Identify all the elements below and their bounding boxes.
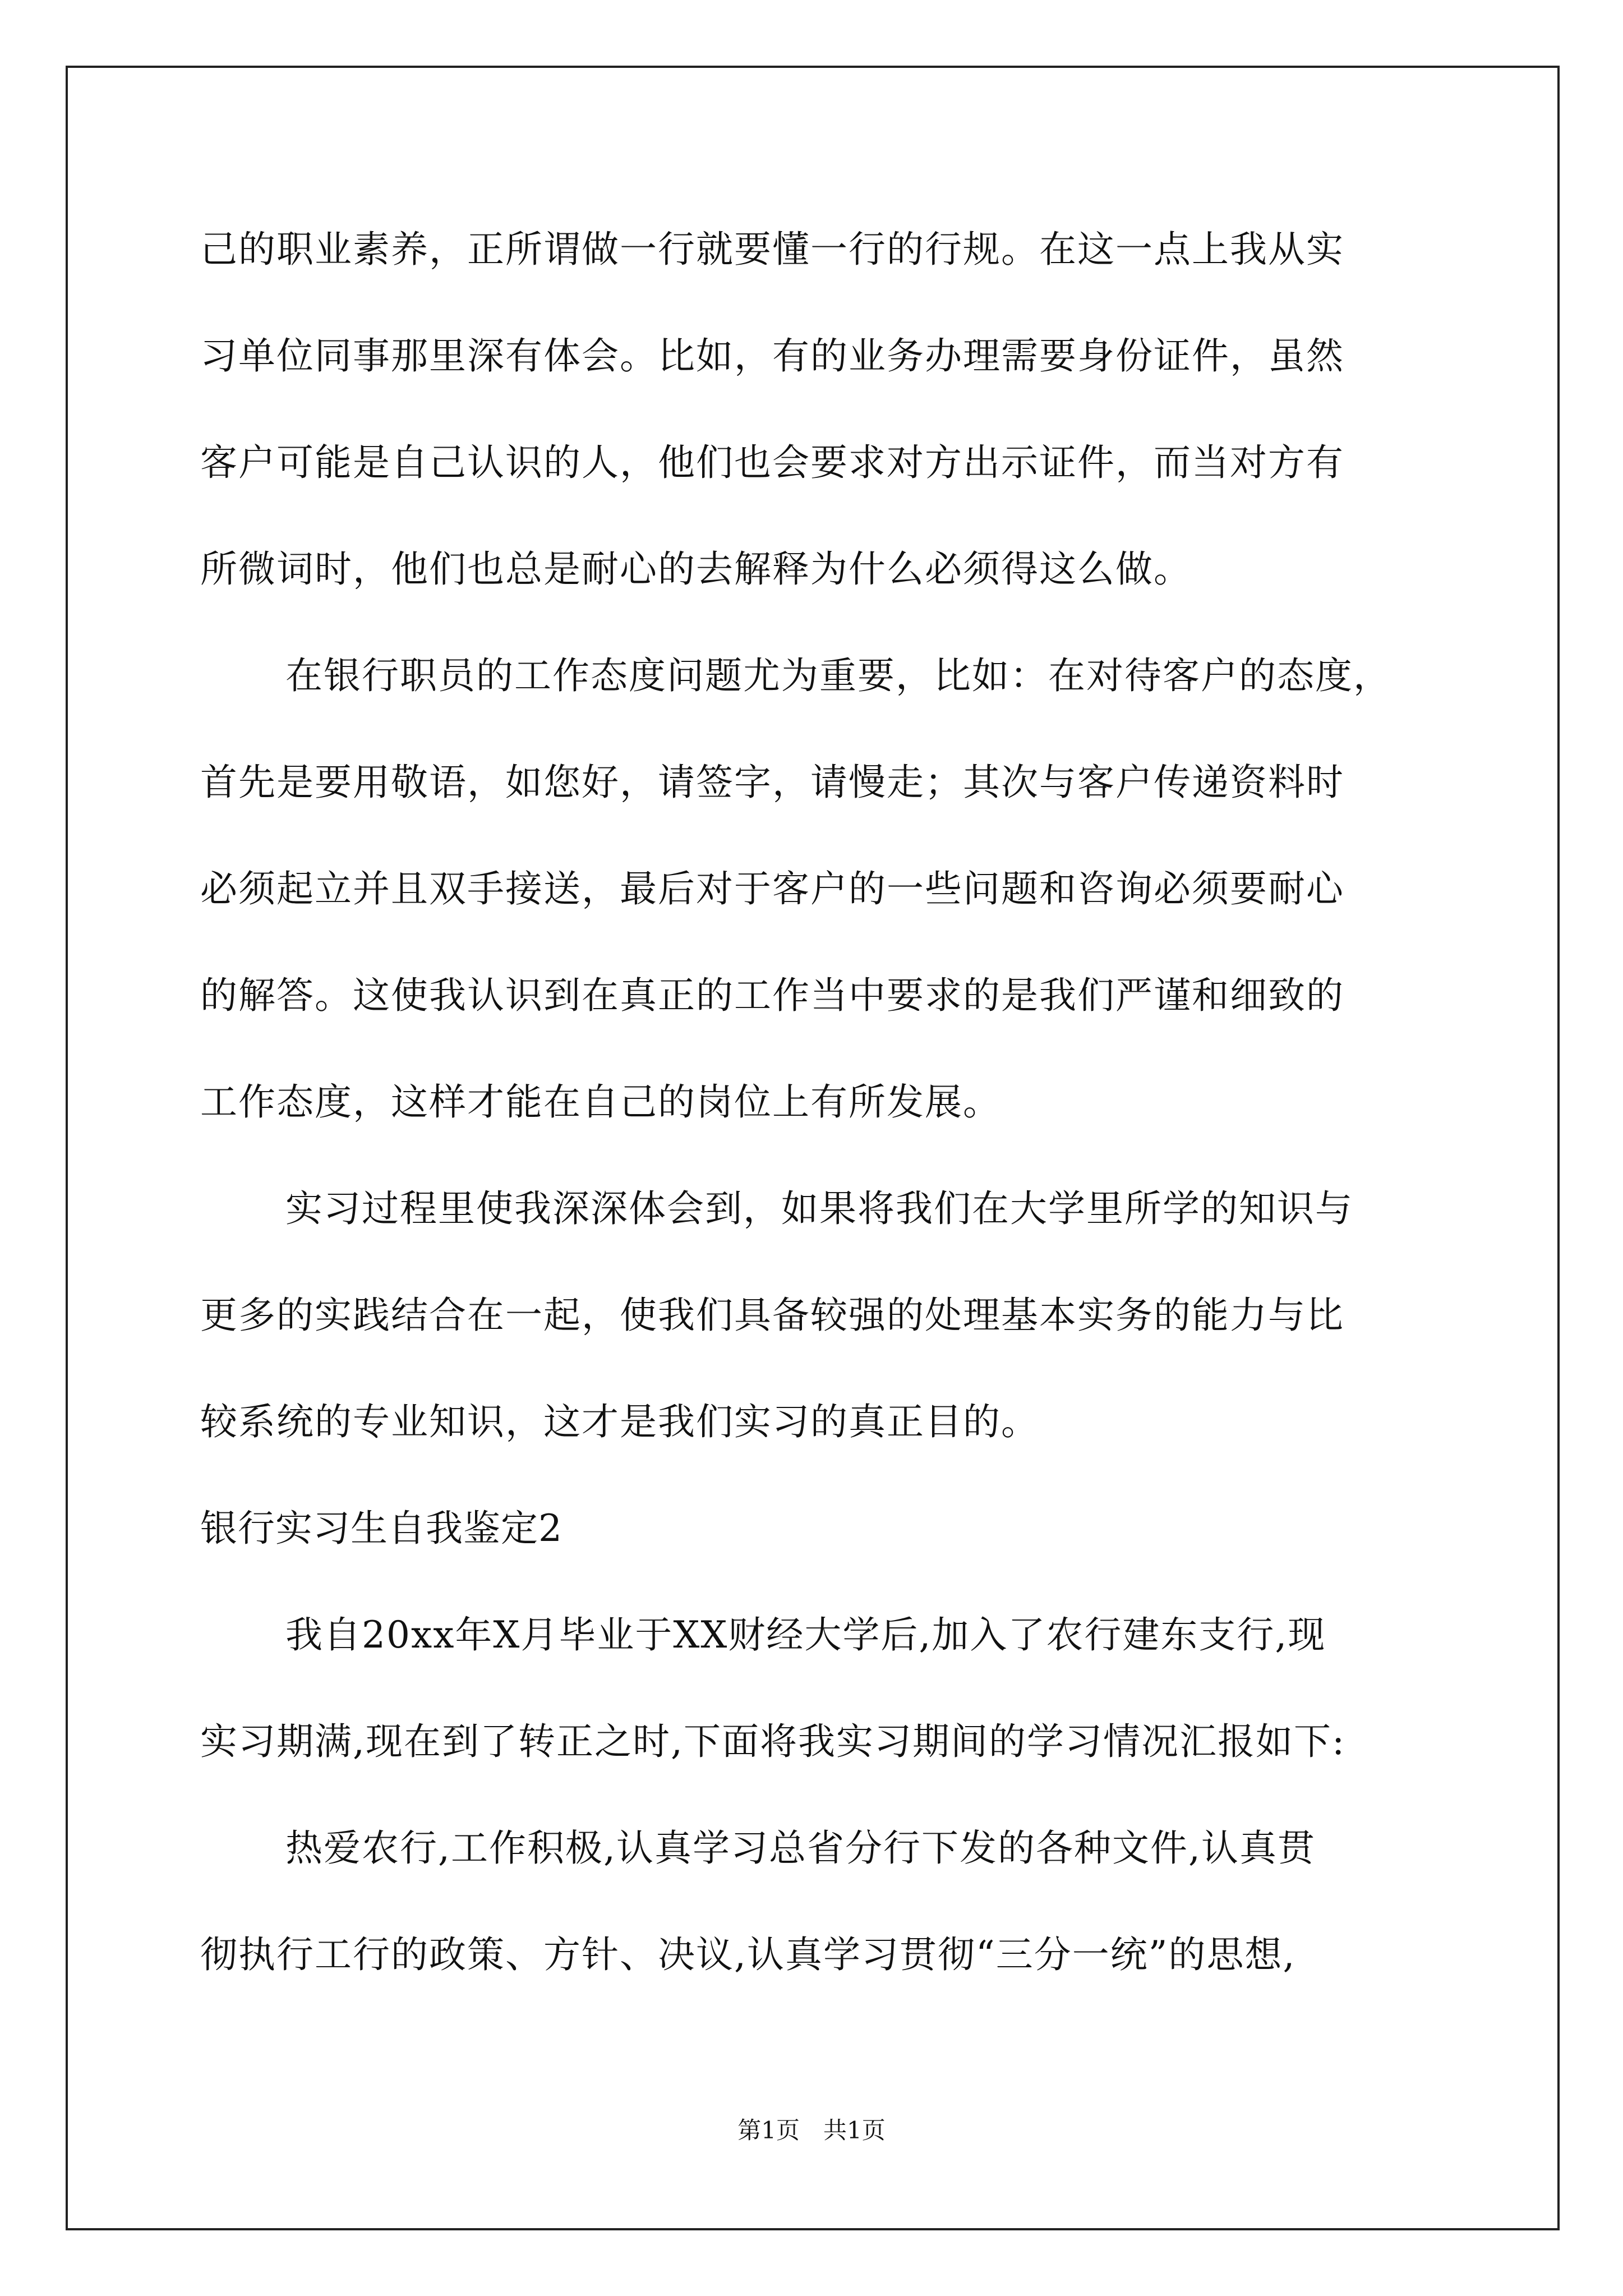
paragraph-start-line: 我自20xx年X月毕业于XX财经大学后,加入了农行建东支行,现 xyxy=(285,1613,1326,1657)
text-line: 的解答。这使我认识到在真正的工作当中要求的是我们严谨和细致的 xyxy=(200,974,1344,1017)
text-line: 习单位同事那里深有体会。比如，有的业务办理需要身份证件，虽然 xyxy=(200,334,1344,378)
paragraph-start-line: 实习过程里使我深深体会到，如果将我们在大学里所学的知识与 xyxy=(285,1187,1353,1230)
text-line: 首先是要用敬语，如您好，请签字，请慢走；其次与客户传递资料时 xyxy=(200,761,1344,804)
paragraph-start-line: 热爱农行,工作积极,认真学习总省分行下发的各种文件,认真贯 xyxy=(285,1826,1316,1870)
text-line: 己的职业素养，正所谓做一行就要懂一行的行规。在这一点上我从实 xyxy=(200,228,1344,271)
page-number-footer: 第1页 共1页 xyxy=(737,2116,886,2144)
text-line: 更多的实践结合在一起，使我们具备较强的处理基本实务的能力与比 xyxy=(200,1294,1344,1337)
text-line: 彻执行工行的政策、方针、决议,认真学习贯彻“三分一统”的思想, xyxy=(200,1933,1296,1976)
text-line: 必须起立并且双手接送，最后对于客户的一些问题和咨询必须要耐心 xyxy=(200,867,1344,910)
text-line: 较系统的专业知识，这才是我们实习的真正目的。 xyxy=(200,1400,1039,1443)
paragraph-start-line: 在银行职员的工作态度问题尤为重要，比如：在对待客户的态度， xyxy=(285,654,1391,697)
section-heading: 银行实习生自我鉴定2 xyxy=(200,1507,562,1550)
document-body xyxy=(200,208,1456,2019)
text-line: 所微词时，他们也总是耐心的去解释为什么必须得这么做。 xyxy=(200,547,1192,591)
text-line: 客户可能是自己认识的人，他们也会要求对方出示证件，而当对方有 xyxy=(200,441,1344,484)
text-line: 工作态度，这样才能在自己的岗位上有所发展。 xyxy=(200,1080,1001,1124)
text-line: 实习期满,现在到了转正之时,下面将我实习期间的学习情况汇报如下: xyxy=(200,1720,1346,1763)
